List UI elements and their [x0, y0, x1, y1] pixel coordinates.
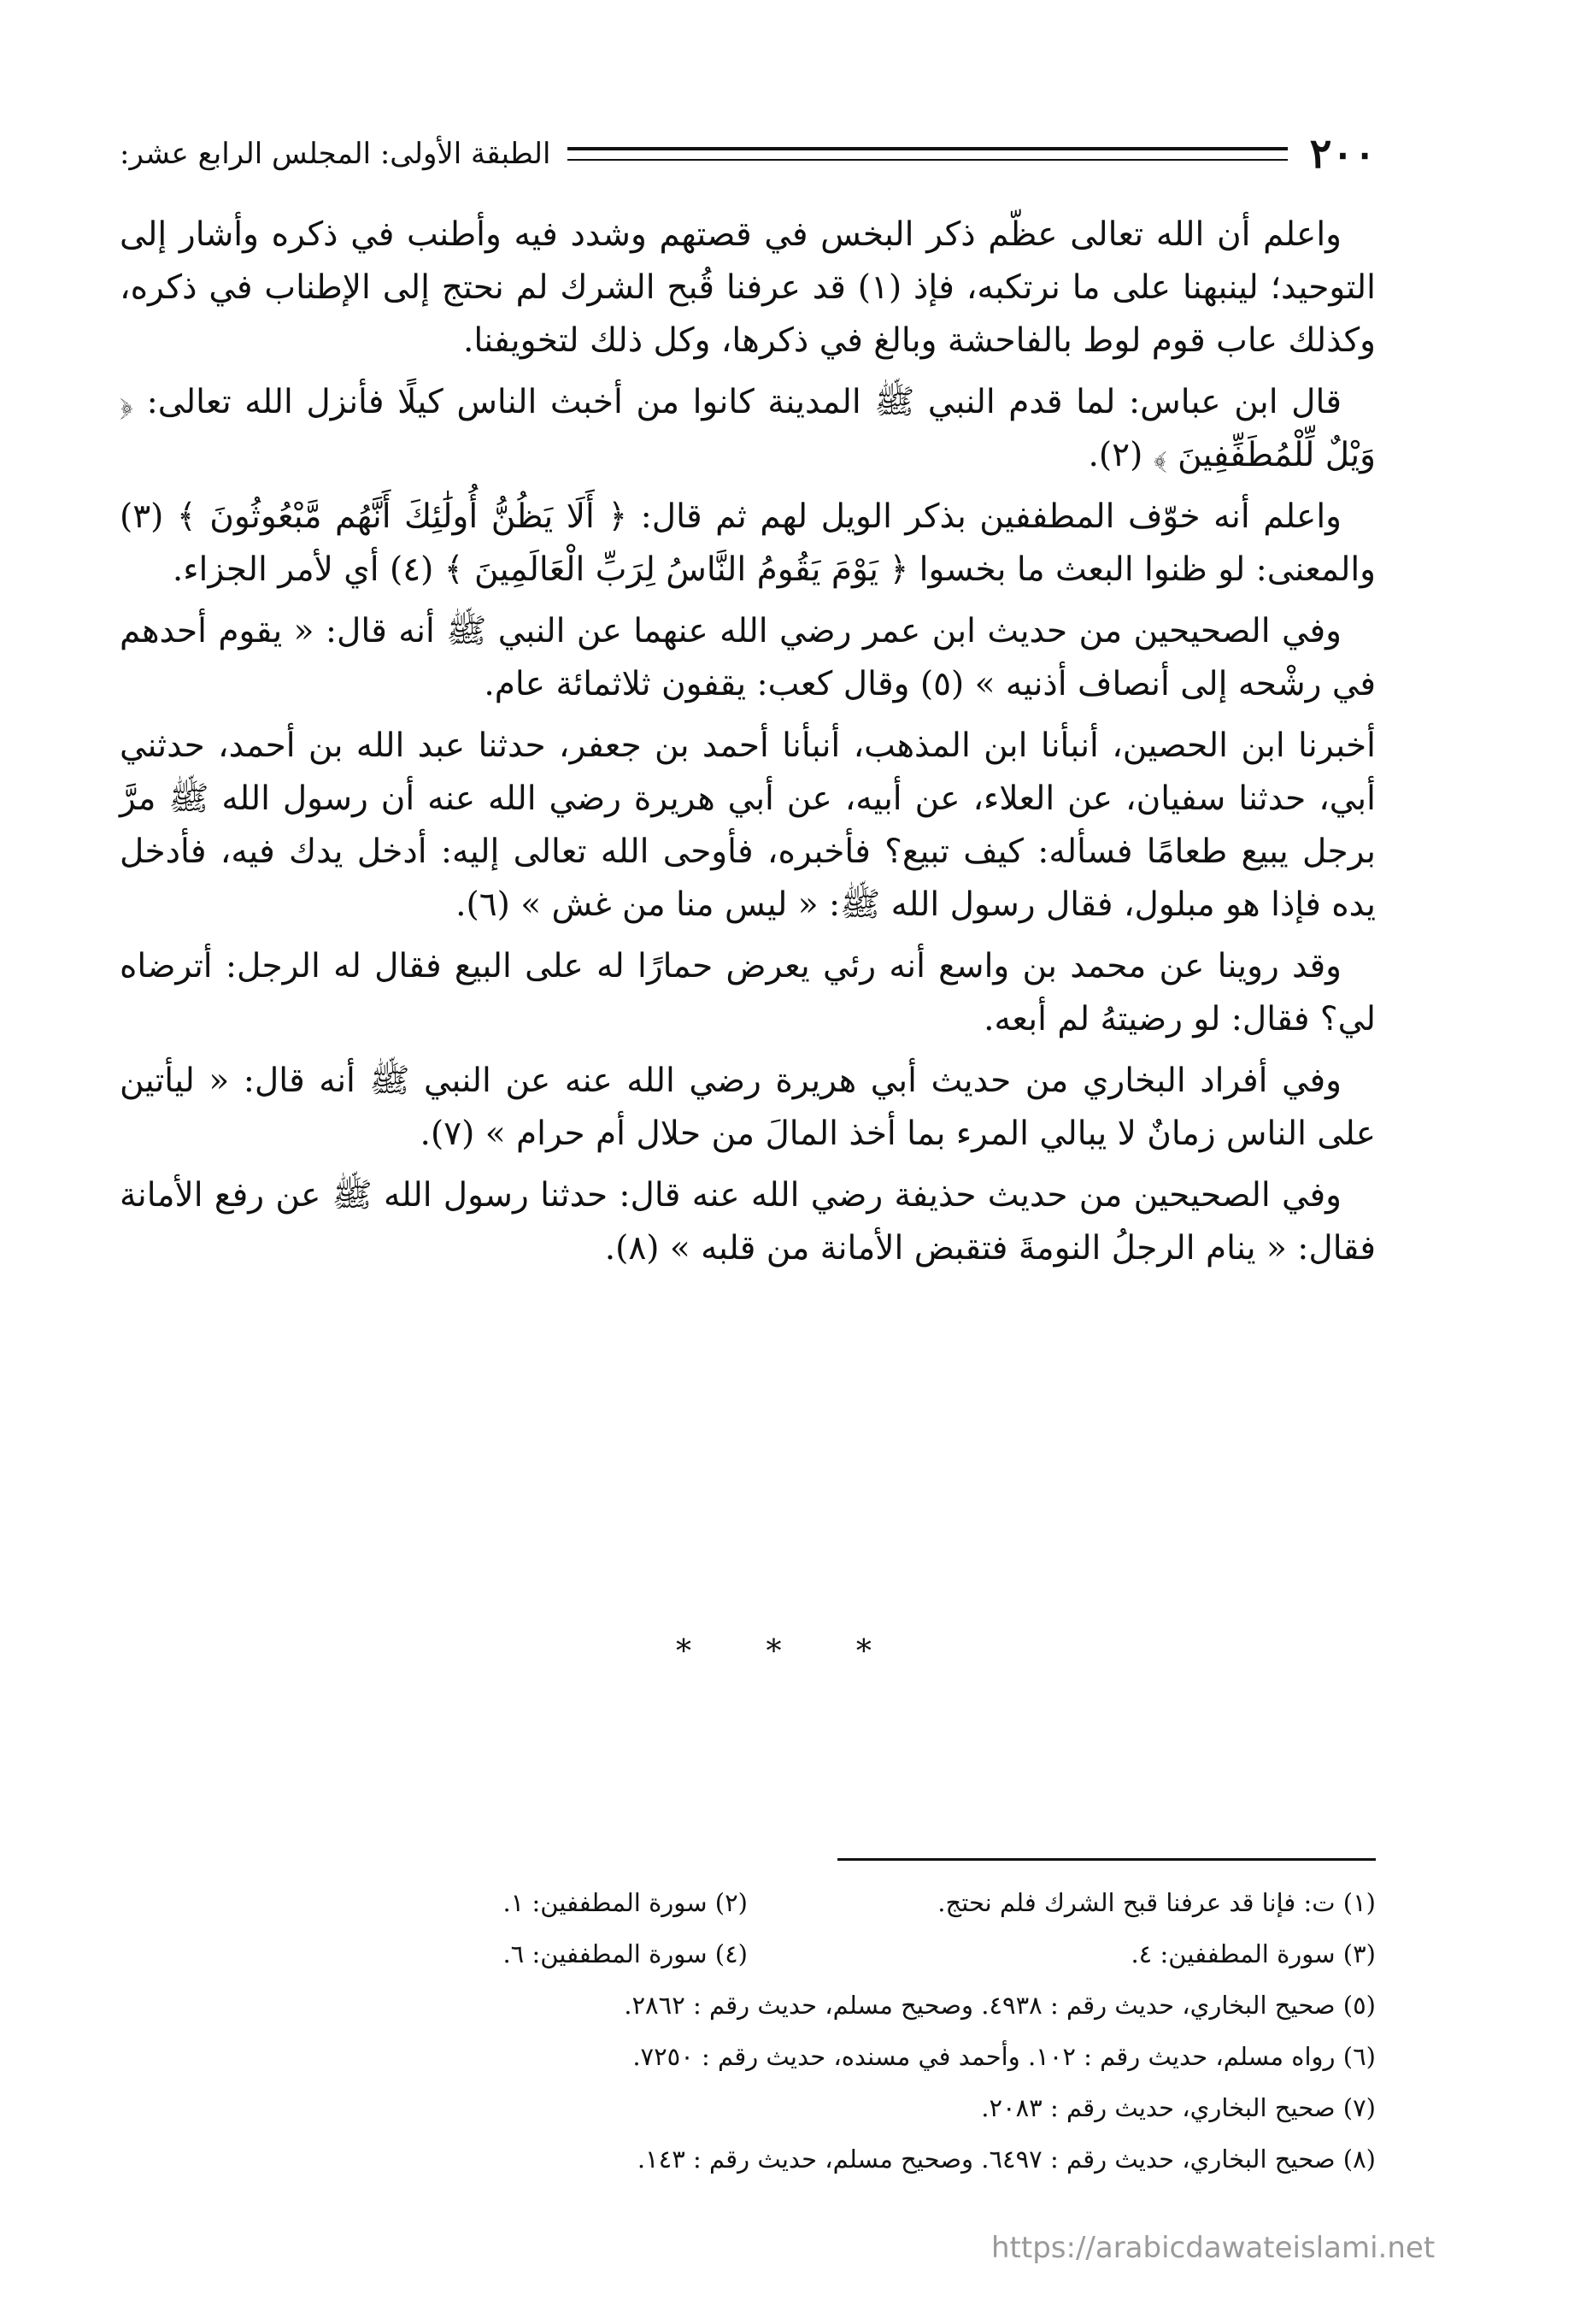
paragraph: واعلم أنه خوّف المطففين بذكر الويل لهم ثم قال: ﴿ أَلَا يَظُنُّ أُولَٰئِكَ أَنَّهُم مَّبْعُوثُونَ ﴾ (٣) والمعنى: لو ظنوا البعث ما بخسوا ﴿ يَوْمَ يَقُومُ النَّاسُ لِرَبِّ الْعَالَمِينَ ﴾ (٤) أي لأمر الجزاء.	[120, 497, 1376, 589]
header-double-rule	[567, 147, 1287, 161]
page-number: ٢٠٠	[1309, 130, 1376, 178]
paragraph: وفي أفراد البخاري من حديث أبي هريرة رضي الله عنه عن النبي ﷺ أنه قال: « ليأتين على الناس زمانٌ لا يبالي المرء بما أخذ المالَ من حلال أم حرام » (٧).	[120, 1062, 1376, 1153]
paragraph: وفي الصحيحين من حديث ابن عمر رضي الله عنهما عن النبي ﷺ أنه قال: « يقوم أحدهم في رشْحه إلى أنصاف أذنيه » (٥) وقال كعب: يقفون ثلاثمائة عام.	[120, 612, 1376, 703]
footnote: (٦) رواه مسلم، حديث رقم : ١٠٢. وأحمد في مسنده، حديث رقم : ٧٢٥٠.	[632, 2042, 1376, 2071]
footnote: (٤) سورة المطففين: ٦.	[502, 1939, 748, 1968]
paragraph: وفي الصحيحين من حديث حذيفة رضي الله عنه قال: حدثنا رسول الله ﷺ عن رفع الأمانة فقال: « ينام الرجلُ النومةَ فتقبض الأمانة من قلبه » (٨).	[120, 1176, 1376, 1268]
page-header	[120, 128, 1376, 179]
paragraph: قال ابن عباس: لما قدم النبي ﷺ المدينة كانوا من أخبث الناس كيلًا فأنزل الله تعالى: ﴿ وَيْلٌ لِّلْمُطَفِّفِينَ ﴾ (٢).	[120, 383, 1376, 474]
paragraph: واعلم أن الله تعالى عظّم ذكر البخس في قصتهم وشدد فيه وأطنب في ذكره وأشار إلى التوحيد؛ لينبهنا على ما نرتكبه، فإذ (١) قد عرفنا قُبح الشرك لم نحتج إلى الإطناب في ذكره، وكذلك عاب قوم لوط بالفاحشة وبالغ في ذكرها، وكل ذلك لتخويفنا.	[120, 215, 1376, 360]
footnotes	[120, 1877, 1376, 2185]
footnote: (٢) سورة المطففين: ١.	[502, 1888, 748, 1917]
footnote: (٥) صحيح البخاري، حديث رقم : ٤٩٣٨. وصحيح مسلم، حديث رقم : ٢٨٦٢.	[624, 1991, 1376, 2020]
footnote: (٨) صحيح البخاري، حديث رقم : ٦٤٩٧. وصحيح مسلم، حديث رقم : ١٤٣.	[637, 2145, 1376, 2174]
footnote-row	[120, 1877, 1376, 1928]
running-head: الطبقة الأولى: المجلس الرابع عشر:	[120, 137, 551, 171]
footnote: (٣) سورة المطففين: ٤.	[1131, 1939, 1376, 1968]
paragraph: وقد روينا عن محمد بن واسع أنه رئي يعرض حمارًا له على البيع فقال له الرجل: أترضاه لي؟ فقال: لو رضيتهُ لم أبعه.	[120, 947, 1376, 1038]
footnote-separator	[837, 1858, 1376, 1861]
section-divider: * * *	[676, 1634, 904, 1669]
main-text	[120, 209, 1376, 1284]
paragraph: أخبرنا ابن الحصين، أنبأنا ابن المذهب، أنبأنا أحمد بن جعفر، حدثنا عبد الله بن أحمد، حدثني أبي، حدثنا سفيان، عن العلاء، عن أبيه، عن أبي هريرة رضي الله عنه أن رسول الله ﷺ مرَّ برجل يبيع طعامًا فسأله: كيف تبيع؟ فأخبره، فأوحى الله تعالى إليه: أدخل يدك فيه، فأدخل يده فإذا هو مبلول، فقال رسول الله ﷺ: « ليس منا من غش » (٦).	[120, 727, 1376, 924]
footnote: (١) ت: فإنا قد عرفنا قبح الشرك فلم نحتج.	[937, 1888, 1376, 1917]
footnote-row	[120, 1928, 1376, 1980]
footnote: (٧) صحيح البخاري، حديث رقم : ٢٠٨٣.	[981, 2093, 1376, 2122]
watermark-url: https://arabicdawateislami.net	[991, 2231, 1436, 2265]
